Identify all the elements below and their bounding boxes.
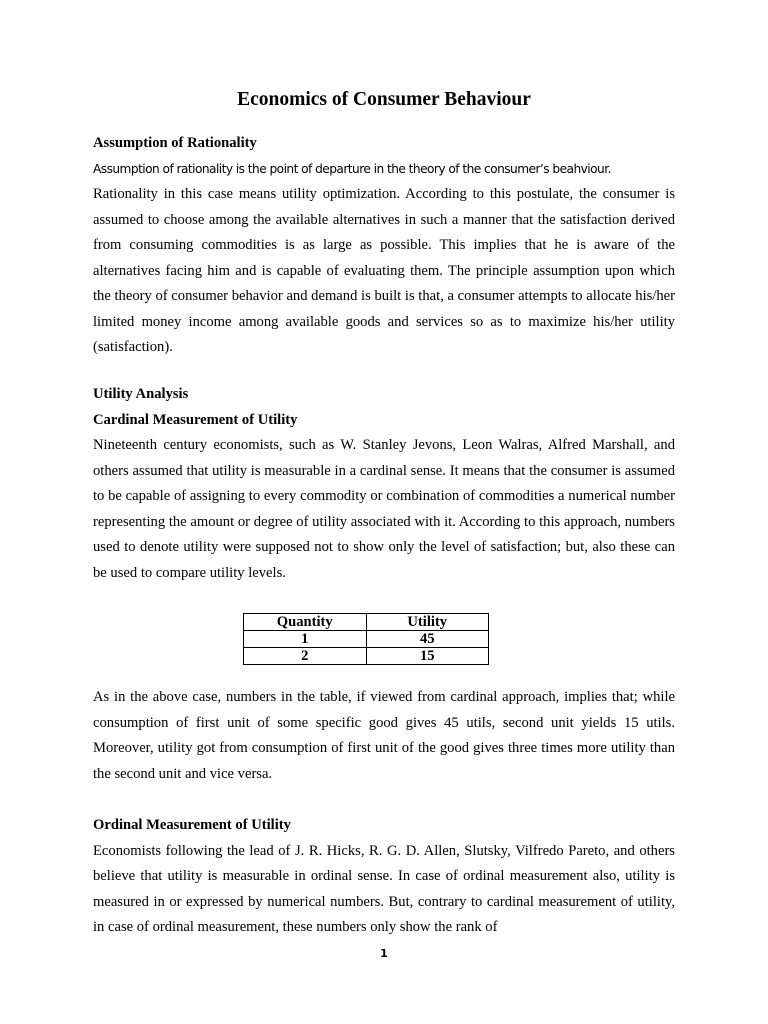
rationality-intro-line: Assumption of rationality is the point of departure in the theory of the consumer’s beahviour. (93, 161, 611, 176)
table-explanation-section (93, 685, 675, 787)
utility-table (243, 613, 489, 665)
rationality-paragraph: Rationality in this case means utility optimization. According to this postulate, the consumer is assumed to choose among the available alternatives in such a manner that the satisfaction derived from consuming commodities is as large as possible. This implies that he is aware of the alternatives facing him and is capable of evaluating them. The principle assumption upon which the theory of consumer behavior and demand is built is that, a consumer attempts to allocate his/her limited money income among available goods and services so as to maximize his/her utility (satisfaction). (93, 186, 675, 355)
rationality-heading: Assumption of Rationality (93, 135, 257, 151)
utility-column-header: Utility (366, 614, 489, 631)
cardinal-heading: Cardinal Measurement of Utility (93, 411, 298, 428)
table-cell-quantity: 2 (244, 648, 367, 665)
table-header-row (244, 614, 489, 631)
utility-analysis-section (93, 382, 675, 586)
table-row (244, 631, 489, 648)
table-cell-quantity: 1 (244, 631, 367, 648)
page-number: 1 (380, 947, 388, 960)
utility-analysis-heading: Utility Analysis (93, 386, 189, 402)
table-cell-utility: 15 (366, 648, 489, 665)
cardinal-paragraph: Nineteenth century economists, such as W. Stanley Jevons, Leon Walras, Alfred Marshall, and others assumed that utility is measurable in a cardinal sense. It means that the consumer is assumed to be capable of assigning to every commodity or combination of commodities a numerical number representing the amount or degree of utility associated with it. According to this approach, numbers used to denote utility were supposed not to show only the level of satisfaction; but, also these can be used to compare utility levels. (93, 437, 675, 581)
table-explanation-paragraph: As in the above case, numbers in the table, if viewed from cardinal approach, implies that; while consumption of first unit of some specific good gives 45 utils, second unit yields 15 utils. Moreover, utility got from consumption of first unit of the good gives three times more utility than the second unit and vice versa. (93, 689, 675, 782)
rationality-section (93, 131, 675, 361)
table-cell-utility: 45 (366, 631, 489, 648)
ordinal-paragraph: Economists following the lead of J. R. Hicks, R. G. D. Allen, Slutsky, Vilfredo Pareto, and others believe that utility is measurable in ordinal sense. In case of ordinal measurement also, utility is measured in or expressed by numerical numbers. But, contrary to cardinal measurement of utility, in case of ordinal measurement, these numbers only show the rank of (93, 842, 675, 935)
ordinal-heading: Ordinal Measurement of Utility (93, 817, 291, 833)
ordinal-section (93, 813, 675, 941)
quantity-column-header: Quantity (244, 614, 367, 631)
table-row (244, 648, 489, 665)
document-title: Economics of Consumer Behaviour (237, 89, 531, 110)
